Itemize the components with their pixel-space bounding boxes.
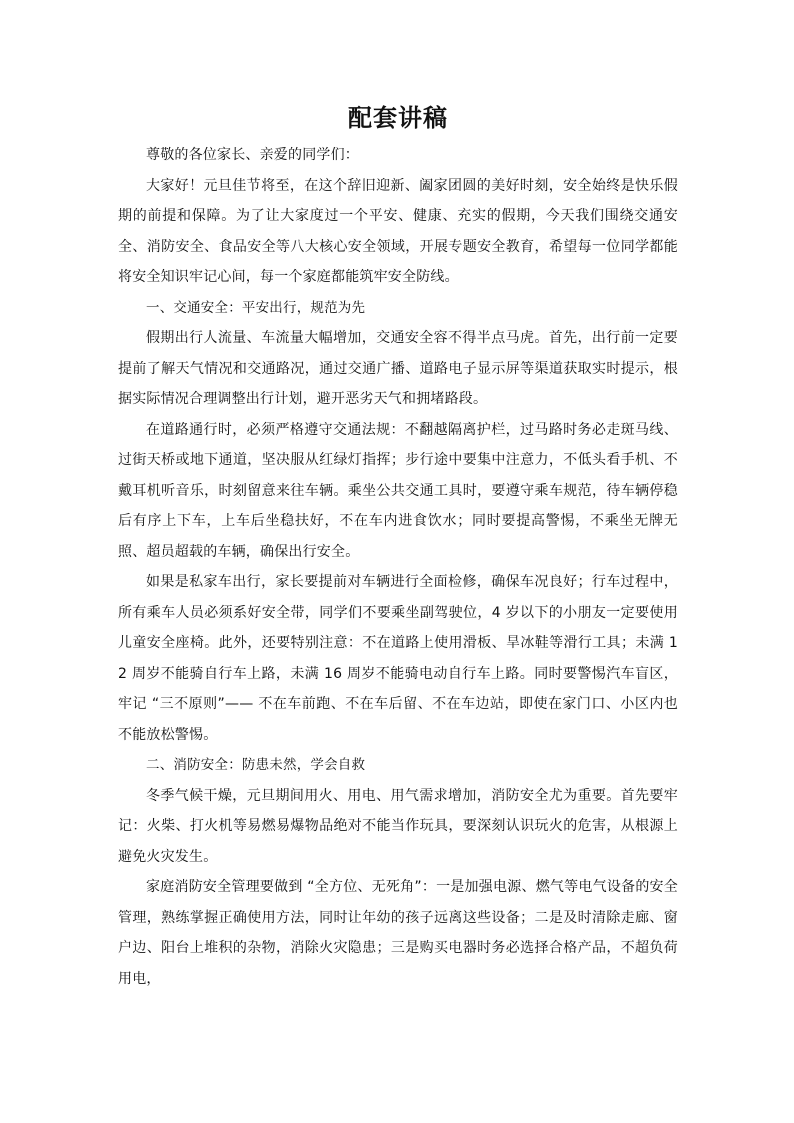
paragraph-fire-2: 家庭消防安全管理要做到 “全方位、无死角”：一是加强电源、燃气等电气设备的安全管理，熟练掌握正确使用方法，同时让年幼的孩子远离这些设备；二是及时清除走廊、窗户边、阳台上堆积的杂物，消除火灾隐患；三是购买电器时务必选择合格产品，不超负荷用电， (118, 879, 678, 987)
document-title: 配套讲稿 (348, 103, 448, 132)
paragraph-fire-1: 冬季气候干燥，元旦期间用火、用电、用气需求增加，消防安全尤为重要。首先要牢记：火柴、打火机等易燃易爆物品绝对不能当作玩具，要深刻认识玩火的危害，从根源上避免火灾发生。 (118, 787, 678, 865)
section-heading-fire: 二、消防安全：防患未然，学会自救 (146, 757, 366, 773)
paragraph-traffic-3: 如果是私家车出行，家长要提前对车辆进行全面检修，确保车况良好；行车过程中，所有乘车人员必须系好安全带，同学们不要乘坐副驾驶位，4 岁以下的小朋友一定要使用儿童安全座椅。此外，还要特别注意：不在道路上使用滑板、旱冰鞋等滑行工具；未满 12 周岁不能骑自行车上路，未满 16 周岁不能骑电动自行车上路。同时要警惕汽车盲区，牢记 “三不原则”—— 不在车前跑、不在车后留、不在车边站，即使在家门口、小区内也不能放松警惕。 (118, 574, 678, 743)
paragraph-intro: 大家好！元旦佳节将至，在这个辞旧迎新、阖家团圆的美好时刻，安全始终是快乐假期的前提和保障。为了让大家度过一个平安、健康、充实的假期，今天我们围绕交通安全、消防安全、食品安全等八大核心安全领域，开展专题安全教育，希望每一位同学都能将安全知识牢记心间，每一个家庭都能筑牢安全防线。 (118, 177, 678, 285)
document-body (118, 100, 678, 994)
section-heading-traffic: 一、交通安全：平安出行，规范为先 (146, 299, 366, 316)
greeting: 尊敬的各位家长、亲爱的同学们： (146, 147, 359, 163)
paragraph-traffic-1: 假期出行人流量、车流量大幅增加，交通安全容不得半点马虎。首先，出行前一定要提前了解天气情况和交通路况，通过交通广播、道路电子显示屏等渠道获取实时提示，根据实际情况合理调整出行计划，避开恶劣天气和拥堵路段。 (118, 330, 678, 407)
paragraph-traffic-2: 在道路通行时，必须严格遵守交通法规：不翻越隔离护栏，过马路时务必走斑马线、过街天桥或地下通道，坚决服从红绿灯指挥；步行途中要集中注意力，不低头看手机、不戴耳机听音乐，时刻留意来往车辆。乘坐公共交通工具时，要遵守乘车规范，待车辆停稳后有序上下车，上车后坐稳扶好，不在车内进食饮水；同时要提高警惕，不乘坐无牌无照、超员超载的车辆，确保出行安全。 (118, 421, 678, 560)
